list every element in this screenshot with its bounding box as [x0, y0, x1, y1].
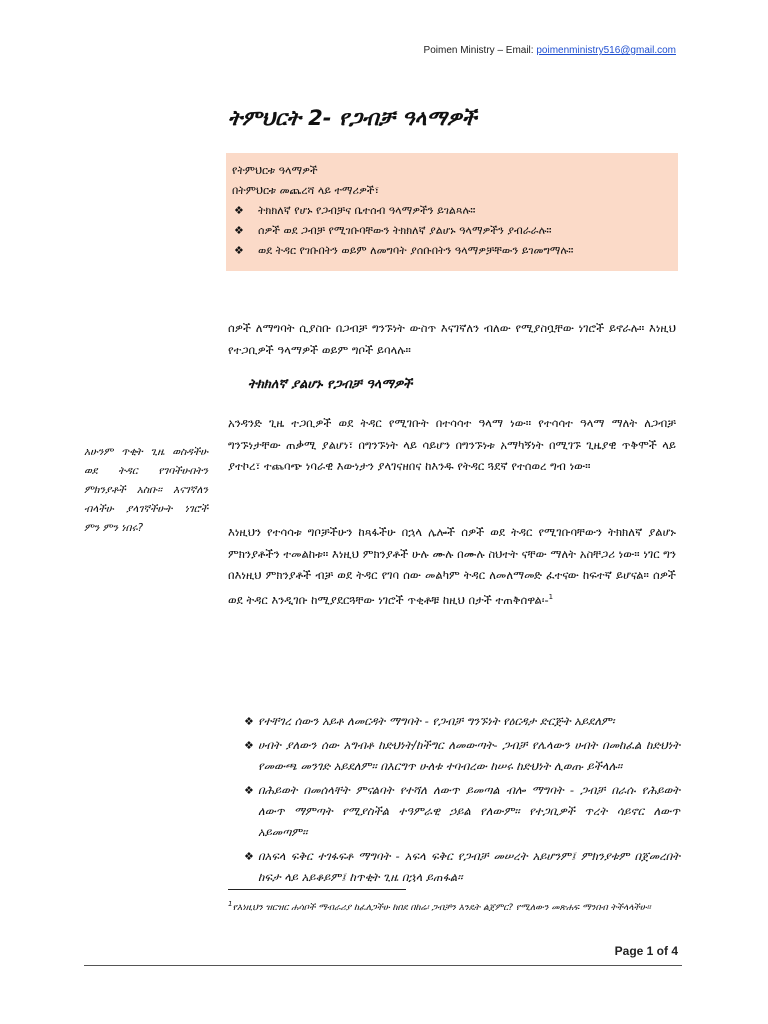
paragraph-2	[228, 522, 676, 611]
reason-text: በሕይወት በመሰላቸት ምናልባት የተሻለ ለውጥ ይመጣል ብሎ ማግባት - ጋብቻ በራሱ የሕይወት ለውጥ ማምጣት የሚያስችል ተዓምራዊ ኃይል የለውም። የተጋቢዎች ጥረት ሳይኖር ለውጥ አይመጣም።	[258, 783, 680, 839]
objective-item	[226, 221, 678, 241]
diamond-bullet-icon: ❖	[244, 715, 254, 728]
email-link[interactable]: poimenministry516@gmail.com	[536, 45, 676, 56]
objective-text: ወደ ትዳር የገቡበትን ወይም ለመግባት ያሰቡበትን ዓላማዎቻቸውን ይገመግማሉ።	[258, 244, 574, 257]
footnote	[228, 896, 678, 916]
reason-text: ሀብት ያለውን ሰው አግብቶ ከድህነት/ከችግር ለመውጣት- ጋብቻ የሌላውን ሀብት በመከፈል ከድህነት የመውጫ መንገድ አይደለም። በእርግጥ ሁለቱ ተባብረው ከሠሩ ከድህነት ሊወጡ ይችላሉ።	[258, 738, 680, 773]
objective-item	[226, 241, 678, 261]
footnote-reference[interactable]: 1	[548, 592, 554, 601]
objectives-box	[226, 153, 678, 271]
footnote-text: የእነዚህን ዝርዝር ሐሳቦች ማብራሪያ ከፈለጋችሁ ከበደ በከሬ፡ ጋብቻን እንዴት ልጀምር? የሚለውን መጽሐፍ ማንበብ ትችላላችሁ።	[232, 903, 651, 913]
paragraph-1: አንዳንድ ጊዜ ተጋቢዎች ወደ ትዳር የሚገቡት በተሳሳተ ዓላማ ነው። የተሳሳተ ዓላማ ማለት ለጋብቻ ግንኙነታቸው ጠቃሚ ያልሆነ፣ በግንኙነት ላይ ሳይሆን በግንኙነቱ አማካኝነት በሚገኙ ጊዜያዊ ጥቅሞች ላይ ያተኮረ፣ ተጨባጭ ነባራዊ እውነታን ያላገናዘበና ከእንዱ የትዳር ጓደኛ የተሰወረ ግብ ነው።	[228, 416, 676, 473]
sidebar-note: አሁንም ጥቂት ጊዜ ወስዳችሁ ወደ ትዳር የገባችሁበትን ምክንያቶች አስቡ። እናገኛለን ብላችሁ ያላገኛችሁት ነገሮች ምን ምን ነበሩ?	[84, 446, 208, 534]
page-header	[424, 45, 676, 56]
reason-text: በአፍላ ፍቅር ተገፋፍቶ ማግባት - አፍላ ፍቅር የጋብቻ መሠረት አይሆንም፤ ምክንያቱም በጀመረበት ከፍታ ላይ አይቆይም፤ ከጥቂት ጊዜ በኋላ ይጠፋል።	[258, 849, 680, 884]
reason-item	[244, 780, 680, 843]
objective-item	[226, 201, 678, 221]
objectives-intro: በትምህርቱ መጨረሻ ላይ ተማሪዎች፣	[232, 184, 379, 197]
footnote-marker: 1	[228, 900, 233, 908]
reasons-list	[244, 711, 680, 891]
objective-text: ትክክለኛ የሆኑ የጋብቻና ቤተሰብ ዓላማዎችን ይገልጻሉ።	[258, 204, 476, 217]
reason-text: የተቸገረ ሰውን አይቶ ለመርዳት ማግባት - የጋብቻ ግንኙነት የዕርዳታ ድርጅት አይደለም፡	[258, 714, 615, 728]
diamond-bullet-icon: ❖	[244, 784, 254, 797]
diamond-bullet-icon: ❖	[234, 204, 244, 217]
section-heading: ትክክለኛ ያልሆኑ የጋብቻ ዓላማዎች	[248, 377, 413, 392]
objective-text: ሰዎች ወደ ጋብቻ የሚገቡባቸውን ትክክለኛ ያልሆኑ ዓላማዎችን ያብራራሉ።	[258, 224, 552, 237]
page-number: Page 1 of 4	[614, 944, 678, 958]
footnote-separator	[228, 889, 406, 890]
diamond-bullet-icon: ❖	[244, 850, 254, 863]
diamond-bullet-icon: ❖	[244, 739, 254, 752]
lesson-title: ትምህርት 2- የጋብቻ ዓላማዎች	[228, 106, 477, 130]
diamond-bullet-icon: ❖	[234, 224, 244, 237]
diamond-bullet-icon: ❖	[234, 244, 244, 257]
footer-divider	[84, 965, 682, 966]
intro-paragraph: ሰዎች ለማግባት ሲያስቡ በጋብቻ ግንኙነት ውስጥ እናገኛለን ብለው የሚያስቧቸው ነገሮች ይኖራሉ። እነዚህ የተጋቢዎች ዓላማዎች ወይም ግቦች ይባላሉ።	[228, 321, 676, 357]
reason-item	[244, 735, 680, 777]
paragraph-2-text: እነዚህን የተሳሳቱ ግቦቻችሁን ከጻፋችሁ በኋላ ሌሎች ሰዎች ወደ ትዳር የሚገቡባቸውን ትክክለኛ ያልሆኑ ምክንያቶችን ተመልከቱ። እነዚህ ምክንያቶች ሁሉ ሙሉ በሙሉ ስህተት ናቸው ማለት አስቸጋሪ ነው። ነገር ግን በእነዚህ ምክንያቶች ብቻ ወደ ትዳር የገባ ሰው መልካም ትዳር ለመለማመድ ፈተናው ከፍተኛ ይሆናል። ሰዎች ወደ ትዳር እንዲገቡ ከሚያደርጓቸው ነገሮች ጥቂቶቹ ከዚህ በታች ተጠቅሰዋል፡-	[228, 525, 676, 607]
reason-item	[244, 711, 680, 732]
reason-item	[244, 846, 680, 888]
objectives-heading: የትምህርቱ ዓላማዎች	[232, 164, 318, 177]
header-prefix: Poimen Ministry – Email:	[423, 45, 537, 56]
